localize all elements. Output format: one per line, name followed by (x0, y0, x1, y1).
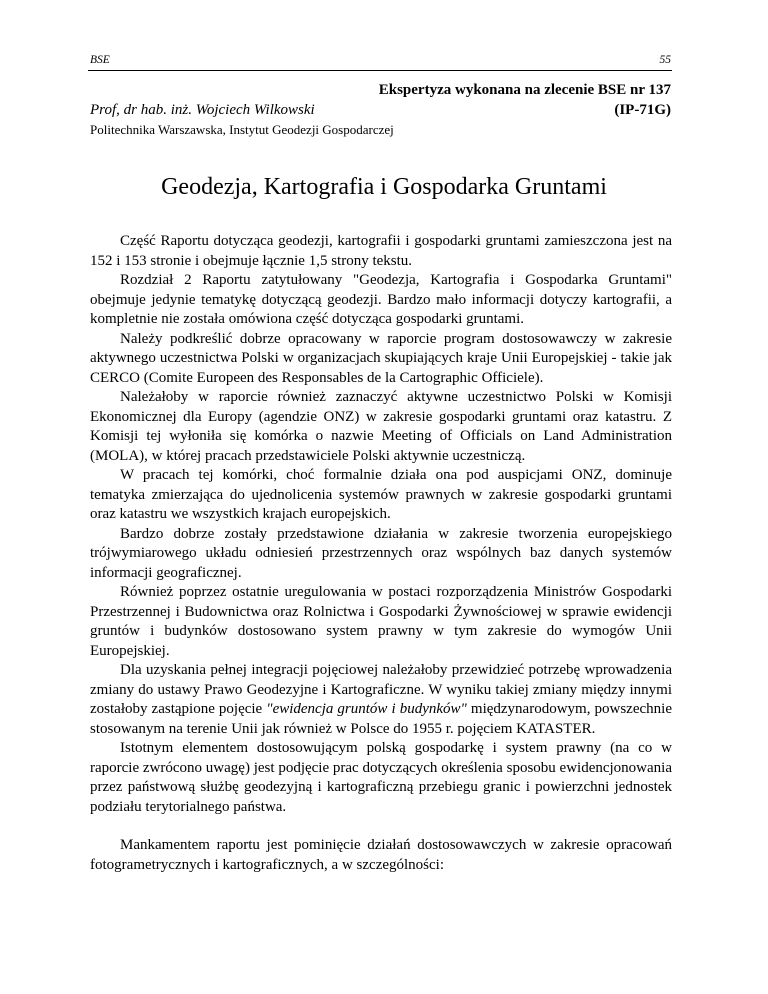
paragraph: Należałoby w raporcie również zaznaczyć aktywne uczestnictwo Polski w Komisji Ekonomicznej dla Europy (agendzie ONZ) w zakresie gospodarki gruntami oraz katastru. Z Komisji tej wyłoniła się komórka o nazwie Meeting of Officials on Land Administration (MOLA), w której pracach przedstawiciele Polski aktywnie uczestniczą. (90, 389, 672, 464)
paragraph: W pracach tej komórki, choć formalnie działa ona pod auspicjami ONZ, dominuje tematyka zmierzająca do ujednolicenia systemów prawnych w zakresie gospodarki gruntami oraz katastru we wszystkich krajach europejskich. (90, 467, 672, 522)
paragraph-text: Dla uzyskania pełnej integracji pojęciowej należałoby przewidzieć potrzebę wprowadzenia zmiany do ustawy Prawo Geodezyjne i Kartograficzne. W wyniku takiej zmiany między innymi zostałoby zastąpione pojęcie (90, 662, 672, 717)
paragraph: Mankamentem raportu jest pominięcie działań dostosowawczych w zakresie opracowań fotogrametrycznych i kartograficznych, a w szczególności: (90, 837, 672, 873)
paragraph-text: międzynarodowym, powszechnie stosowanym na terenie Unii jak również w Polsce do 1955 r. pojęciem KATASTER. (90, 701, 672, 737)
paragraph: Rozdział 2 Raportu zatytułowany "Geodezja, Kartografia i Gospodarka Gruntami" obejmuje jedynie tematykę dotyczącą geodezji. Bardzo mało informacji dotyczy kartografii, a kompletnie nie została omówiona część dotycząca gospodarki gruntami. (90, 272, 672, 327)
paragraph (90, 661, 672, 739)
author-affiliation: Politechnika Warszawska, Instytut Geodezji Gospodarczej (90, 122, 394, 137)
paragraph: Istotnym elementem dostosowującym polską gospodarkę i system prawny (na co w raporcie zwrócono uwagę) jest podjęcie prac dotyczących określenia sposobu ewidencjonowania przez państwową służbę geodezyjną i kartograficzną przebiegu granic i powierzchni jednostek podziału terytorialnego państwa. (90, 740, 672, 815)
page-number: 55 (659, 54, 671, 66)
document-title: Geodezja, Kartografia i Gospodarka Gruntami (161, 174, 607, 200)
running-header-left: BSE (90, 54, 110, 66)
paragraph: Należy podkreślić dobrze opracowany w raporcie program dostosowawczy w zakresie aktywnego uczestnictwa Polski w organizacjach skupiających kraje Unii Europejskiej - takie jak CERCO (Comite Europeen des Responsables de la Cartographic Officiele). (90, 330, 672, 386)
italic-term: "ewidencja gruntów i budynków" (266, 701, 467, 717)
expertise-line: Ekspertyza wykonana na zlecenie BSE nr 137 (378, 82, 671, 98)
header-divider (88, 70, 672, 71)
paragraph: Również poprzez ostatnie uregulowania w postaci rozporządzenia Ministrów Gospodarki Przestrzennej i Budownictwa oraz Rolnictwa i Gospodarki Żywnościowej w sprawie ewidencji gruntów i budynków dostosowano system prawny w tym zakresie do wymogów Unii Europejskiej. (90, 584, 672, 659)
paragraph: Część Raportu dotycząca geodezji, kartografii i gospodarki gruntami zamieszczona jest na 152 i 153 stronie i obejmuje łącznie 1,5 strony tekstu. (90, 233, 672, 269)
document-body (90, 232, 672, 875)
paragraph: Bardzo dobrze zostały przedstawione działania w zakresie tworzenia europejskiego trójwymiarowego układu odniesień przestrzennych oraz wspólnych baz danych systemów informacji geograficznej. (90, 525, 672, 581)
expertise-code: (IP-71G) (614, 102, 671, 118)
expertise-block (379, 80, 671, 120)
author-name: Prof, dr hab. inż. Wojciech Wilkowski (90, 102, 315, 118)
